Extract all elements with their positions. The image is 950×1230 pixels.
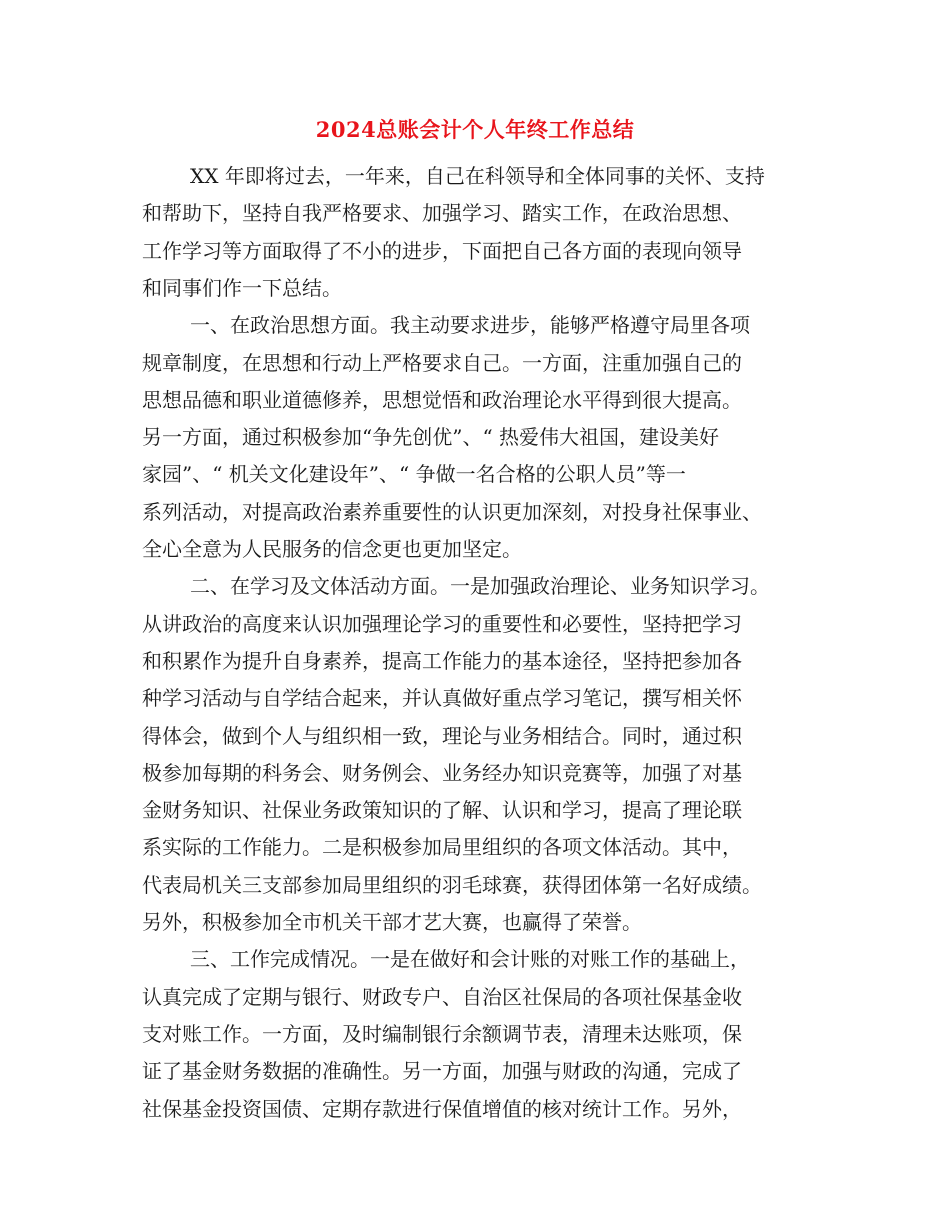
paragraph-line: 得体会，做到个人与组织相一致，理论与业务相结合。同时，通过积 bbox=[142, 724, 742, 748]
paragraph-line: 另一方面，通过积极参加“争先创优”、“ 热爱伟大祖国，建设美好 bbox=[142, 425, 720, 449]
paragraph-line: 工作学习等方面取得了不小的进步，下面把自己各方面的表现向领导 bbox=[142, 239, 742, 263]
paragraph-line: 规章制度，在思想和行动上严格要求自己。一方面，注重加强自己的 bbox=[142, 351, 742, 375]
paragraph-line: 思想品德和职业道德修养，思想觉悟和政治理论水平得到很大提高。 bbox=[142, 388, 742, 412]
paragraph-line: 极参加每期的科务会、财务例会、业务经办知识竞赛等，加强了对基 bbox=[142, 761, 742, 785]
paragraph-first-line: 一、在政治思想方面。我主动要求进步，能够严格遵守局里各项 bbox=[190, 313, 750, 337]
paragraph-line: 和同事们作一下总结。 bbox=[142, 276, 342, 300]
paragraph-line: 支对账工作。一方面，及时编制银行余额调节表，清理未达账项，保 bbox=[142, 1022, 742, 1046]
paragraph-line: 全心全意为人民服务的信念更也更加坚定。 bbox=[142, 537, 522, 561]
paragraph-line: 和帮助下，坚持自我严格要求、加强学习、踏实工作，在政治思想、 bbox=[142, 201, 742, 225]
paragraph-line: 系实际的工作能力。二是积极参加局里组织的各项文体活动。其中， bbox=[142, 835, 742, 859]
paragraph-line: 另外，积极参加全市机关干部才艺大赛，也赢得了荣誉。 bbox=[142, 910, 642, 934]
paragraph-line: 金财务知识、社保业务政策知识的了解、认识和学习，提高了理论联 bbox=[142, 798, 742, 822]
paragraph-first-line: 二、在学习及文体活动方面。一是加强政治理论、业务知识学习。 bbox=[190, 574, 770, 598]
paragraph-line: 社保基金投资国债、定期存款进行保值增值的核对统计工作。另外， bbox=[142, 1097, 742, 1121]
paragraph-line: 代表局机关三支部参加局里组织的羽毛球赛，获得团体第一名好成绩。 bbox=[142, 873, 762, 897]
paragraph-first-line: 三、工作完成情况。一是在做好和会计账的对账工作的基础上， bbox=[190, 947, 750, 971]
paragraph-line: 证了基金财务数据的准确性。另一方面，加强与财政的沟通，完成了 bbox=[142, 1059, 742, 1083]
paragraph-line: 种学习活动与自学结合起来，并认真做好重点学习笔记，撰写相关怀 bbox=[142, 686, 742, 710]
paragraph-line: 从讲政治的高度来认识加强理论学习的重要性和必要性，坚持把学习 bbox=[142, 612, 742, 636]
paragraph-line: 认真完成了定期与银行、财政专户、自治区社保局的各项社保基金收 bbox=[142, 985, 742, 1009]
paragraph-line: 家园”、“ 机关文化建设年”、“ 争做一名合格的公职人员”等一 bbox=[142, 462, 686, 486]
document-title: 2024总账会计个人年终工作总结 bbox=[315, 117, 635, 142]
paragraph-line: 和积累作为提升自身素养，提高工作能力的基本途径，坚持把参加各 bbox=[142, 649, 742, 673]
paragraph-first-line: XX 年即将过去，一年来，自己在科领导和全体同事的关怀、支持 bbox=[190, 164, 765, 188]
paragraph-line: 系列活动，对提高政治素养重要性的认识更加深刻，对投身社保事业、 bbox=[142, 500, 762, 524]
